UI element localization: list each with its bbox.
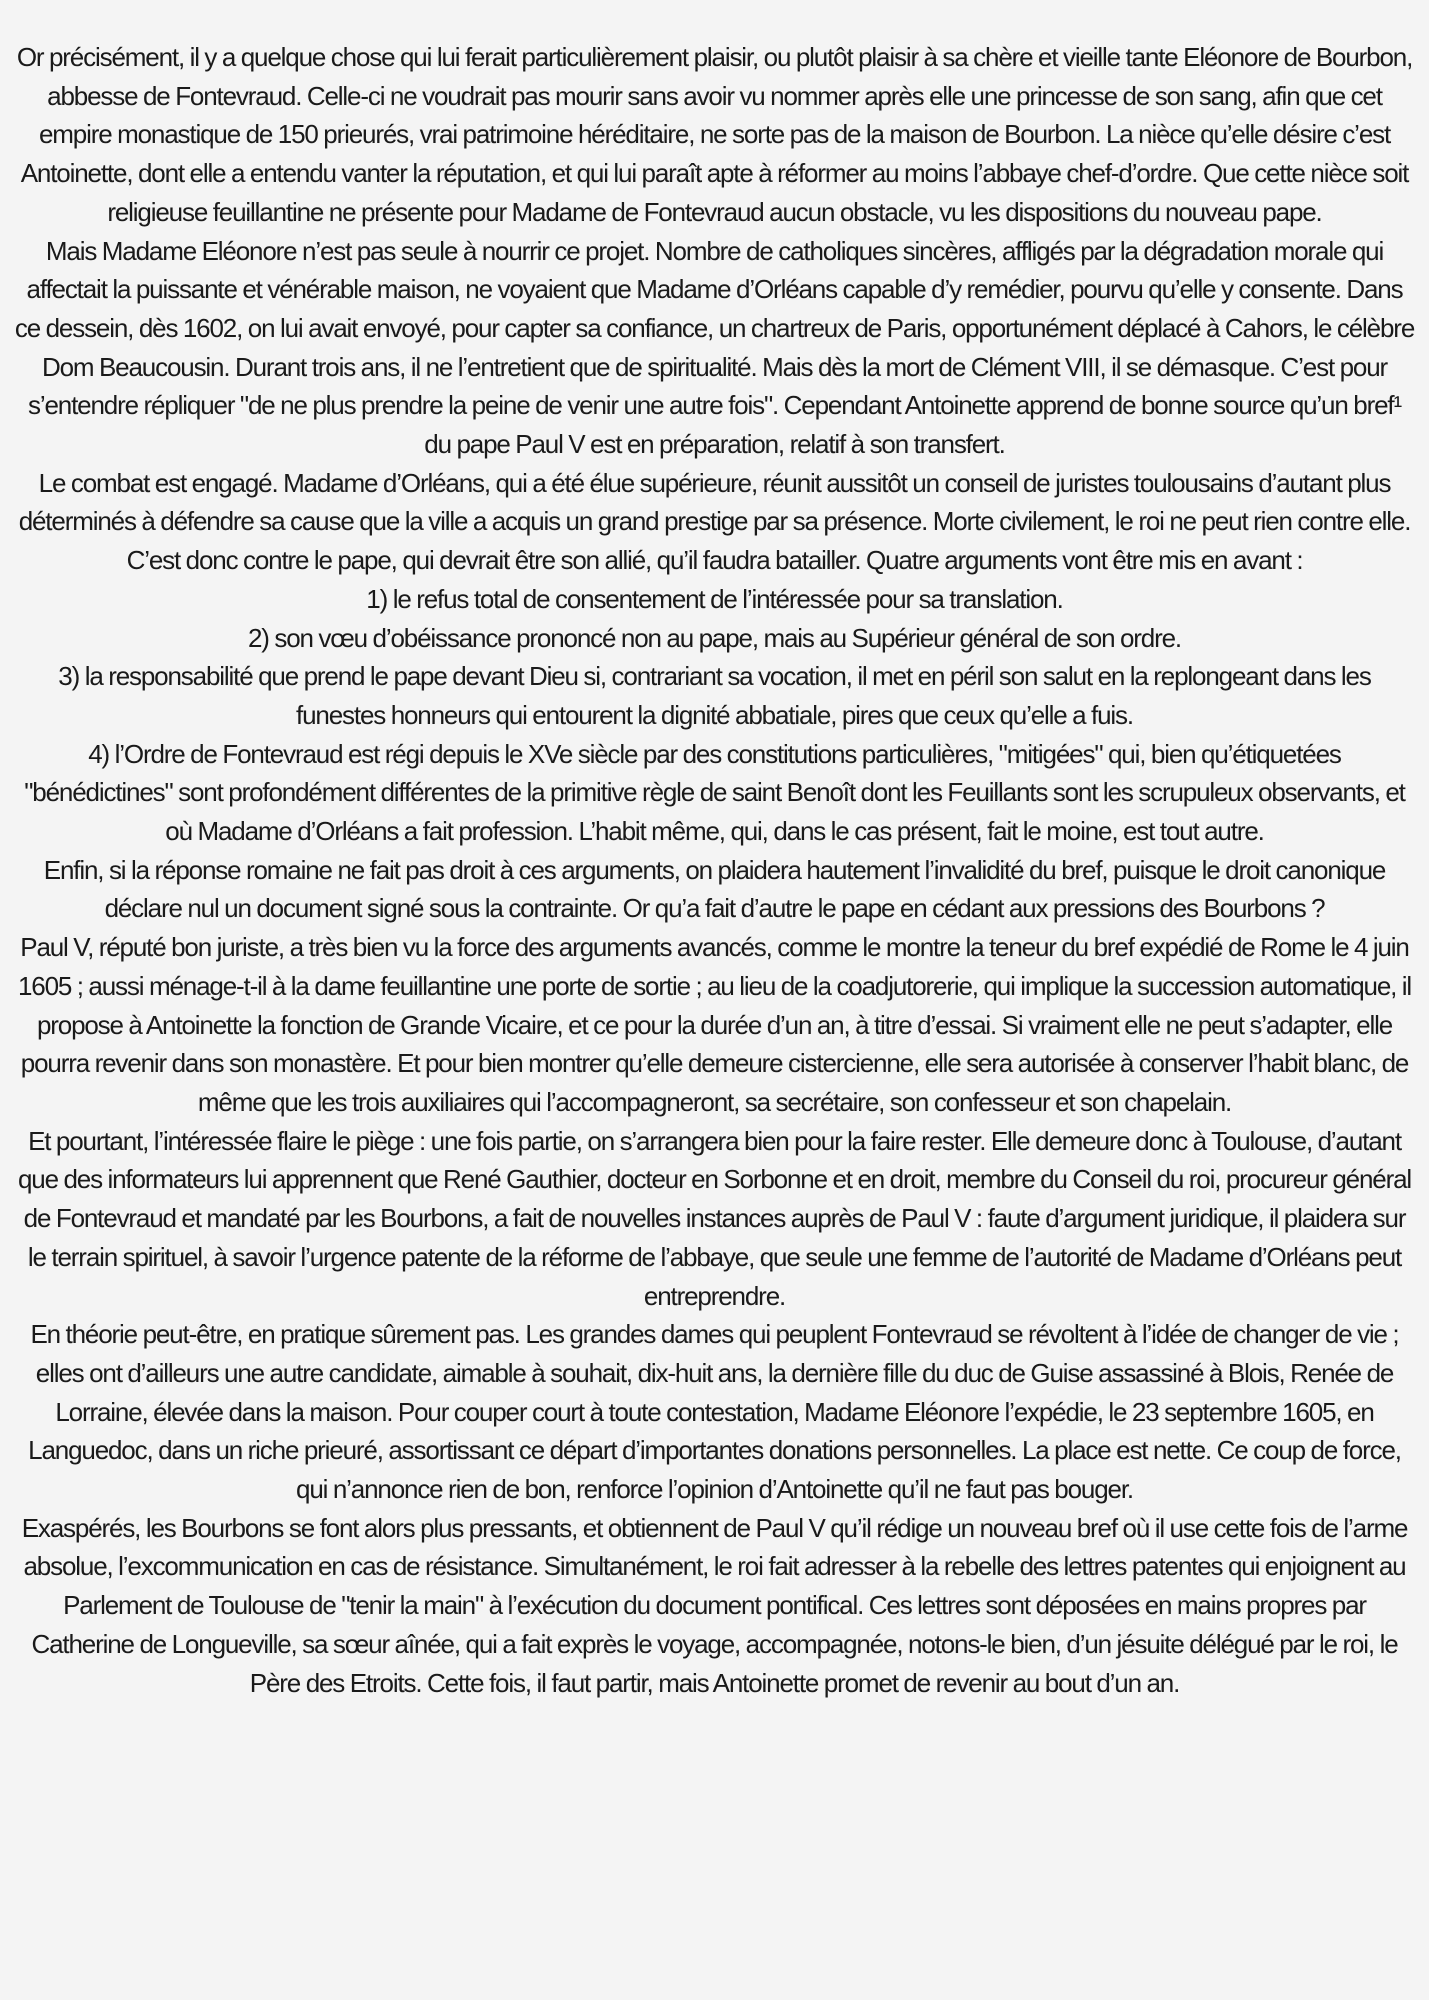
paragraph-invalidity: Enfin, si la réponse romaine ne fait pas droit à ces arguments, on plaidera hautement l’invalidité du bref, puisque le droit canonique déclare nul un document signé sous la contrainte. Or qu’a fait d’autre le pape en cédant aux pressions des Bourbons ? <box>43 854 1386 924</box>
paragraph-theory-practice: En théorie peut-être, en pratique sûrement pas. Les grandes dames qui peuplent Fontevraud se révoltent à l’idée de changer de vie ; elles ont d’ailleurs une autre candidate, aimable à souhait, dix-huit ans, la dernière fille du duc de Guise assassiné à Blois, Renée de Lorraine, élevée dans la maison. Pour couper court à toute contestation, Madame Eléonore l’expédie, le 23 septembre 1605, en Languedoc, dans un riche prieuré, assortissant ce départ d’importantes donations personnelles. La place est nette. Ce coup de force, qui n’annonce rien de bon, renforce l’opinion d’Antoinette qu’il ne faut pas bouger. <box>28 1319 1401 1505</box>
paragraph-combat-engaged: Le combat est engagé. Madame d’Orléans, qui a été élue supérieure, réunit aussitôt un conseil de juristes toulousains d’autant plus déterminés à défendre sa cause que la ville a acquis un grand prestige par sa présence. Morte civilement, le roi ne peut rien contre elle. C’est donc contre le pape, qui devrait être son allié, qu’il faudra batailler. Quatre arguments vont être mis en avant : <box>18 467 1411 576</box>
paragraph-argument-3: 3) la responsabilité que prend le pape devant Dieu si, contrariant sa vocation, il met en péril son salut en la replongeant dans les funestes honneurs qui entourent la dignité abbatiale, pires que ceux qu’elle a fuis. <box>58 661 1371 730</box>
paragraph-trap: Et pourtant, l’intéressée flaire le piège : une fois partie, on s’arrangera bien pour la faire rester. Elle demeure donc à Toulouse, d’autant que des informateurs lui apprennent que René Gauthier, docteur en Sorbonne et en droit, membre du Conseil du roi, procureur général de Fontevraud et mandaté par les Bourbons, a fait de nouvelles instances auprès de Paul V : faute d’argument juridique, il plaidera sur le terrain spirituel, à savoir l’urgence patente de la réforme de l’abbaye, que seule une femme de l’autorité de Madame d’Orléans peut entreprendre. <box>17 1125 1412 1311</box>
document-body <box>14 38 1415 1702</box>
paragraph-argument-1: 1) le refus total de consentement de l’intéressée pour sa translation. <box>366 583 1063 614</box>
paragraph-excommunication: Exaspérés, les Bourbons se font alors plus pressants, et obtiennent de Paul V qu’il rédige un nouveau bref où il use cette fois de l’arme absolue, l’excommunication en cas de résistance. Simultanément, le roi fait adresser à la rebelle des lettres patentes qui enjoignent au Parlement de Toulouse de "tenir la main" à l’exécution du document pontifical. Ces lettres sont déposées en mains propres par Catherine de Longueville, sa sœur aînée, qui a fait exprès le voyage, accompagnée, notons-le bien, d’un jésuite délégué par le roi, le Père des Etroits. Cette fois, il faut partir, mais Antoinette promet de revenir au bout d’un an. <box>21 1512 1408 1698</box>
paragraph-paul-v-brief: Paul V, réputé bon juriste, a très bien vu la force des arguments avancés, comme le montre la teneur du bref expédié de Rome le 4 juin 1605 ; aussi ménage-t-il à la dame feuillantine une porte de sortie ; au lieu de la coadjutorerie, qui implique la succession automatique, il propose à Antoinette la fonction de Grande Vicaire, et ce pour la durée d’un an, à titre d’essai. Si vraiment elle ne peut s’adapter, elle pourra revenir dans son monastère. Et pour bien montrer qu’elle demeure cistercienne, elle sera autorisée à conserver l’habit blanc, de même que les trois auxiliaires qui l’accompagneront, sa secrétaire, son confesseur et son chapelain. <box>17 932 1412 1117</box>
paragraph-eleonore-project: Mais Madame Eléonore n’est pas seule à nourrir ce projet. Nombre de catholiques sincères, affligés par la dégradation morale qui affectait la puissante et vénérable maison, ne voyaient que Madame d’Orléans capable d’y remédier, pourvu qu’elle y consente. Dans ce dessein, dès 1602, on lui avait envoyé, pour capter sa confiance, un chartreux de Paris, opportunément déplacé à Cahors, le célèbre Dom Beaucousin. Durant trois ans, il ne l’entretient que de spiritualité. Mais dès la mort de Clément VIII, il se démasque. C’est pour s’entendre répliquer "de ne plus prendre la peine de venir une autre fois". Cependant Antoinette apprend de bonne source qu’un bref¹ du pape Paul V est en préparation, relatif à son transfert. <box>14 235 1415 460</box>
paragraph-fontevraud-abbess: Or précisément, il y a quelque chose qui lui ferait particulièrement plaisir, ou plutôt plaisir à sa chère et vieille tante Eléonore de Bourbon, abbesse de Fontevraud. Celle-ci ne voudrait pas mourir sans avoir vu nommer après elle une princesse de son sang, afin que cet empire monastique de 150 prieurés, vrai patrimoine héréditaire, ne sorte pas de la maison de Bourbon. La nièce qu’elle désire c’est Antoinette, dont elle a entendu vanter la réputation, et qui lui paraît apte à réformer au moins l’abbaye chef-d’ordre. Que cette nièce soit religieuse feuillantine ne présente pour Madame de Fontevraud aucun obstacle, vu les dispositions du nouveau pape. <box>16 42 1413 227</box>
paragraph-argument-2: 2) son vœu d’obéissance prononcé non au pape, mais au Supérieur général de son ordre. <box>247 622 1182 653</box>
paragraph-argument-4: 4) l’Ordre de Fontevraud est régi depuis le XVe siècle par des constitutions particulières, "mitigées" qui, bien qu’étiquetées "bénédictines" sont profondément différentes de la primitive règle de saint Benoît dont les Feuillants sont les scrupuleux observants, et où Madame d’Orléans a fait profession. L’habit même, qui, dans le cas présent, fait le moine, est tout autre. <box>24 738 1405 847</box>
